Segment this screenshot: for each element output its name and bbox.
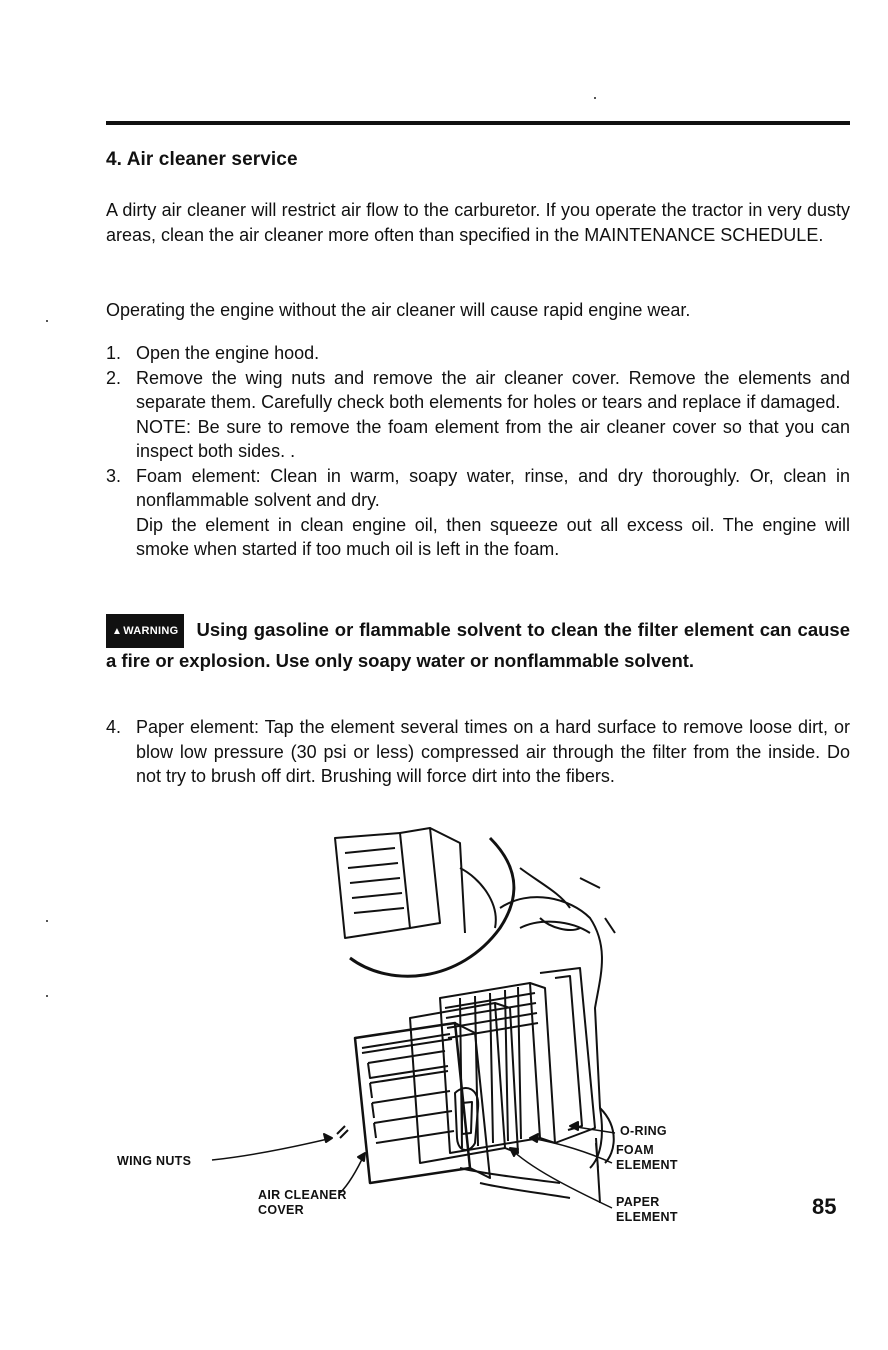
step-number: 3. (106, 465, 122, 486)
step-2 (106, 366, 850, 464)
step-text: Paper element: Tap the element several times on a hard surface to remove loose dirt, or blow low pressure (30 psi or less) compressed air through the filter from the inside. Do not try to brush off dirt. Brushing will force dirt into the fibers. (136, 717, 850, 786)
warning-text: Using gasoline or flammable solvent to clean the filter element can cause a fire or explosion. Use only soapy water or nonflammable solvent. (106, 619, 850, 671)
step-number: 4. (106, 717, 122, 737)
label-foam-element: FOAM (616, 1143, 654, 1157)
intro-paragraph: A dirty air cleaner will restrict air flow to the carburetor. If you operate the tractor in very dusty areas, clean the air cleaner more often than specified in the MAINTENANCE SCHEDULE. (106, 200, 850, 245)
scan-speck (594, 97, 596, 99)
section-heading: 4. Air cleaner service (106, 149, 298, 170)
step-text: Foam element: Clean in warm, soapy water, rinse, and dry thoroughly. Or, clean in nonflammable solvent and dry. (136, 465, 850, 510)
steps-list (106, 341, 850, 562)
scan-speck (46, 920, 48, 922)
warning-badge (106, 614, 184, 648)
step-3 (106, 464, 850, 562)
engine-wear-paragraph: Operating the engine without the air cleaner will cause rapid engine wear. (106, 300, 691, 320)
scan-speck (46, 995, 48, 997)
label-o-ring: O-RING (620, 1124, 667, 1138)
label-air-cleaner-cover-2: COVER (258, 1203, 304, 1217)
top-rule (106, 121, 850, 125)
scan-speck (46, 320, 48, 322)
step-text: Remove the wing nuts and remove the air cleaner cover. Remove the elements and separate them. Carefully check both elements for holes or tears and replace if damaged. (136, 367, 850, 412)
step-note: NOTE: Be sure to remove the foam element from the air cleaner cover so that you can inspect both sides. . (136, 416, 850, 461)
step-number: 1. (106, 343, 122, 363)
label-paper-element: PAPER (616, 1195, 660, 1209)
step-4-item (106, 715, 850, 789)
step-1 (106, 341, 850, 366)
step-4 (106, 715, 850, 789)
step-text: Open the engine hood. (136, 343, 320, 363)
step-number: 2. (106, 367, 122, 388)
air-cleaner-illustration (100, 808, 720, 1248)
label-foam-element-2: ELEMENT (616, 1158, 678, 1172)
warning-badge-label: WARNING (123, 625, 179, 637)
page-number: 85 (812, 1194, 837, 1219)
label-air-cleaner-cover: AIR CLEANER (258, 1188, 347, 1202)
label-paper-element-2: ELEMENT (616, 1210, 678, 1224)
step-text: Dip the element in clean engine oil, then squeeze out all excess oil. The engine will smoke when started if too much oil is left in the foam. (136, 514, 850, 559)
warning-triangle-icon: ▲ (112, 626, 123, 637)
label-wing-nuts: WING NUTS (117, 1154, 192, 1168)
warning-block (106, 614, 850, 674)
